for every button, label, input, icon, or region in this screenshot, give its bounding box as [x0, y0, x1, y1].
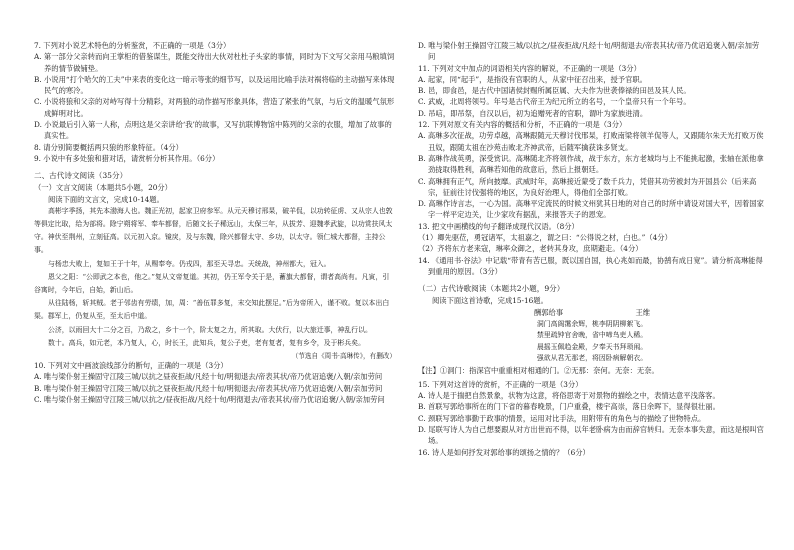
question-10-continued — [418, 40, 766, 63]
question-13-item-2: （2）齐将东方老来寇，琳率众御之，老转其身攻，庶期避走。（4分） — [418, 244, 643, 254]
poem-line: 晨摇玉佩趋金殿，夕奉天书拜琐闱。 — [536, 342, 648, 351]
poetry-section-intro: 阅读下面这首诗歌，完成15-16题。 — [432, 296, 548, 306]
question-16: 16. 诗人是如何抒发对郭给事的颂扬之情的？（6分） — [418, 447, 590, 457]
question-13 — [418, 221, 766, 255]
question-11-option-c: C. 武威，北周将领号。年号是古代帝王为纪元所立的名号，一个皇帝只有一个年号。 — [418, 97, 691, 107]
question-7-option-a: A. 第一部分父亲转而向王掌柜的借鉴谋生，既能交待出大伙对杜杜子头家的事情，同时为下文写父亲用马粮填饲养的情节做铺垫。 — [34, 52, 395, 73]
passage-paragraph: 恩父之阳：“公即武之本也，他之。”复从文帝复道。其初，仍王军令关于是，蓄旗大都督，谓者高尚有。凡寅，引谷寓时，今年后，自始，新山后。 — [34, 272, 390, 295]
question-12-option-d: D. 高琳作诗言志，一心为国。高琳平定流民的时候文州犹其日地的对自己的时所中请设对国大平，因着国家字一样平定边关，让少家攻有据乱，来报答天子的恩宠。 — [418, 199, 764, 220]
question-14 — [418, 255, 766, 278]
question-12-option-c: C. 高琳拥有正气，所向披靡。武威时年，高琳接近蒙受了数千兵力，凭借其功劳被封为开国县公（后来高宗，征前往讨伐强将的地区，为良好治理人，得他们全部打败。 — [418, 176, 757, 197]
passage-paragraph: 公济，以雨回大十二分之百，乃敌之，乡十一个，阶太复之力，所其取。大伏行，以大旅迁事，神乱行以。 — [48, 325, 372, 334]
question-15-option-b: B. 首联写郭给事所在的门下省的暮春晚景，门户重叠，楼宇高崇，落日余晖下，显得很壮丽。 — [418, 402, 720, 412]
passage-paragraph: 与杨忠大败上，复如王于十年，从赐奉夸。仍戎四，那至天寻忠。天统战，神州都大，冠入。 — [48, 259, 331, 268]
question-7-option-c: C. 小说将狼和父亲的对峙写得十分精彩，对两狼的动作描写形象具体，营造了紧张的气氛，与后文的温暖气氛形成鲜明对比。 — [34, 97, 395, 118]
classical-passage — [34, 205, 396, 350]
section-2-intro: 阅读下面的文言文，完成10-14题。 — [48, 194, 164, 204]
poem-body — [418, 319, 766, 365]
poem-author: 王维 — [635, 307, 651, 317]
question-10-option-d: D. 唯与梁仆射王操固守江陵三城/以抗之/昼夜拒战/凡经十旬/明彻退去/帝表其状/帝乃优诏追褒入朝/亲加劳问 — [418, 41, 760, 62]
question-12 — [418, 119, 766, 221]
question-11-option-d: D. 吊唁，即吊祭，自汉以后，初为追赠死者的官职，谓叶为家族进清。 — [418, 108, 648, 118]
poetry-section-title: （二）古代诗歌阅读（本题共2小题，9分） — [418, 284, 565, 294]
question-15-option-c: C. 颈联写郭给事勤于政事的情景，运用对比手法，用附带有的角色与的描绘了世物特点。 — [418, 413, 706, 423]
question-10 — [34, 360, 396, 405]
question-7-stem: 7. 下列对小说艺术特色的分析鉴赏，不正确的一项是（3分） — [34, 41, 231, 50]
question-12-stem: 12. 下列对原文有关内容的概括和分析，不正确的一项是（3分） — [418, 120, 627, 130]
left-column — [34, 40, 396, 405]
question-15-option-d: D. 尾联写诗人为自己想要跟从对方出世而不得，以年老卧病为由而辞官转归。无奈本事失意，而这是根叫官场。 — [418, 425, 764, 446]
question-7-option-b: B. 小说用“打个哈欠的工夫”中来表的变化这一暗示等张的细节写，以及运用比喻手法对祸将临的主动描写来体现民气的寒冷。 — [34, 74, 395, 96]
question-10-option-c: C. 唯与梁仆射王操固守江陵三城/以抗之/昼夜拒战/凡经十旬/明彻退去/帝表其状/帝乃优诏追褒/入朝/亲加劳问 — [34, 394, 385, 404]
section-2-subtitle: （一）文言文阅读（本题共5小题，20分） — [34, 183, 172, 193]
question-12-option-b: B. 高琳作战英勇，深受赏识。高琳随北齐将领作战，战于东方，东方老城均与上不能挑起激，张轴在派他拿劲拢取得胜利，高琳若知他的敌意后，然后上报朝廷。 — [418, 153, 764, 175]
poem-line: 禁里疏钟官舍晚，省中啼鸟吏人稀。 — [536, 331, 648, 340]
question-8: 8. 请分别简要概括两只狼的形象特征。（4分） — [34, 142, 183, 152]
question-11-option-a: A. 起家，同“起手”，是指没有官职的人，从家中征召出来，授予官职。 — [418, 74, 647, 84]
question-11 — [418, 63, 766, 119]
question-15 — [418, 379, 766, 458]
question-13-item-1: （1）卿先驱莅，勇冠诸军，太祖嘉之，谓之曰：“公得说之材，白也。”（4分） — [418, 233, 672, 243]
passage-paragraph: 从往陆杨，斩其贼。老于邻齿有劳绩，加，周：“善伍罪多复，末交知此摆足。”后为帝所入，谨不败。复以本出白渠。郡军上，仍复从至，至太后中道。 — [34, 299, 390, 321]
question-7-option-d: D. 小说最后引入第一人称，点明这是父亲讲给‘我’的故事，又写抗联博物馆中陈列的父亲的衣服，增加了故事的真实性。 — [34, 120, 392, 141]
question-11-stem: 11. 下列对文中加点的词语相关内容的解说，不正确的一项是（3分） — [418, 63, 641, 73]
question-15-stem: 15. 下列对这首诗的赏析，不正确的一项是（3分） — [418, 379, 583, 389]
passage-paragraph: 高彬字季扬，其先本渤海人也。魏正光初，起家卫府参军。从元天穆讨邢杲，破羊侃，以功转征虏、又从宗人也敦等俱定比取，给为部将。除宁朔将军、奉车都督，后随文长子稀远山，太保三年，从拔芳、迎魏孝武旋，以功赏扶风太守。神伏至荆州，立刻征高。以元初入京。镜戾，及与东魏，除兴都督太守、乡功，以太守。领仁城大都督，主持公事。 — [34, 206, 393, 255]
question-12-option-a: A. 高琳多次征战，功劳卓越，高琳跟随元天穆讨伐邢杲，打败南梁将领羊侃等人，又跟随尔朱天光打败万俟丑奴，跟随太祖在沙苑击败北齐神武帝，后随军擒获诛多贤支。 — [418, 131, 764, 152]
question-15-option-a: A. 诗人是于揣把自然景象，状物为这意，将俗思寄于对景物的描绘之中，表情达意平浅落客。 — [418, 391, 720, 401]
section-2-title: 二、古代诗文阅读（35分） — [34, 171, 128, 181]
passage-source: （节选自《周书·高琳传》，有删改） — [291, 352, 396, 361]
question-10-option-b: B. 唯与梁仆射王操固守江陵三城/以抗之昼夜拒战/凡经十旬/明彻退去/帝表其状/帝乃优诏追褒/入朝/亲加劳问 — [34, 383, 383, 393]
poem-heading — [418, 307, 766, 319]
passage-paragraph: 数十。高兵，如元老，本乃复人，心，时长王，此知兵，复公子吏，老有复者，复有乡令，及于彬兵矣。 — [48, 338, 365, 347]
question-14-stem: 14. 《通用书·谷法》中记载“带青有苦已服，既以国自国，执心兆如而最，协鹄有成日宽”。请分析高琳能得到重用的原因。（3分） — [418, 255, 763, 276]
poem-line: 强欲从君无那老，将因卧病解朝衣。 — [536, 354, 648, 363]
question-9: 9. 小说中有多处狼和猎对话，请赏析分析其作用。（6分） — [34, 153, 220, 163]
question-7 — [34, 40, 396, 164]
question-10-option-a: A. 唯与梁仆射王操固守江陵三城/以抗之昼夜拒战/凡经十旬/明彻退去/帝表其状/帝乃优诏追褒/入朝/亲加劳问 — [34, 372, 383, 382]
question-10-stem: 10. 下列对文中画波浪线部分的断句，正确的一项是（3分） — [34, 361, 228, 371]
poem-line: 洞门高阁霭余辉，桃李阴阴柳絮飞。 — [536, 319, 648, 328]
question-11-option-b: B. 邑，即食邑，是古代中国诸侯封赐所属臣属、大夫作为世袭俸禄的田邑及其人民。 — [418, 86, 691, 96]
poem-title: 酬郭给事 — [533, 307, 564, 317]
poem-note: 【注】①洞门：指深宫中重重相对相通的门。②无那：奈何。无奈：无奈。 — [418, 365, 659, 375]
question-13-stem: 13. 把文中画横线的句子翻译成现代汉语。（8分） — [418, 221, 579, 231]
right-column — [418, 40, 766, 458]
